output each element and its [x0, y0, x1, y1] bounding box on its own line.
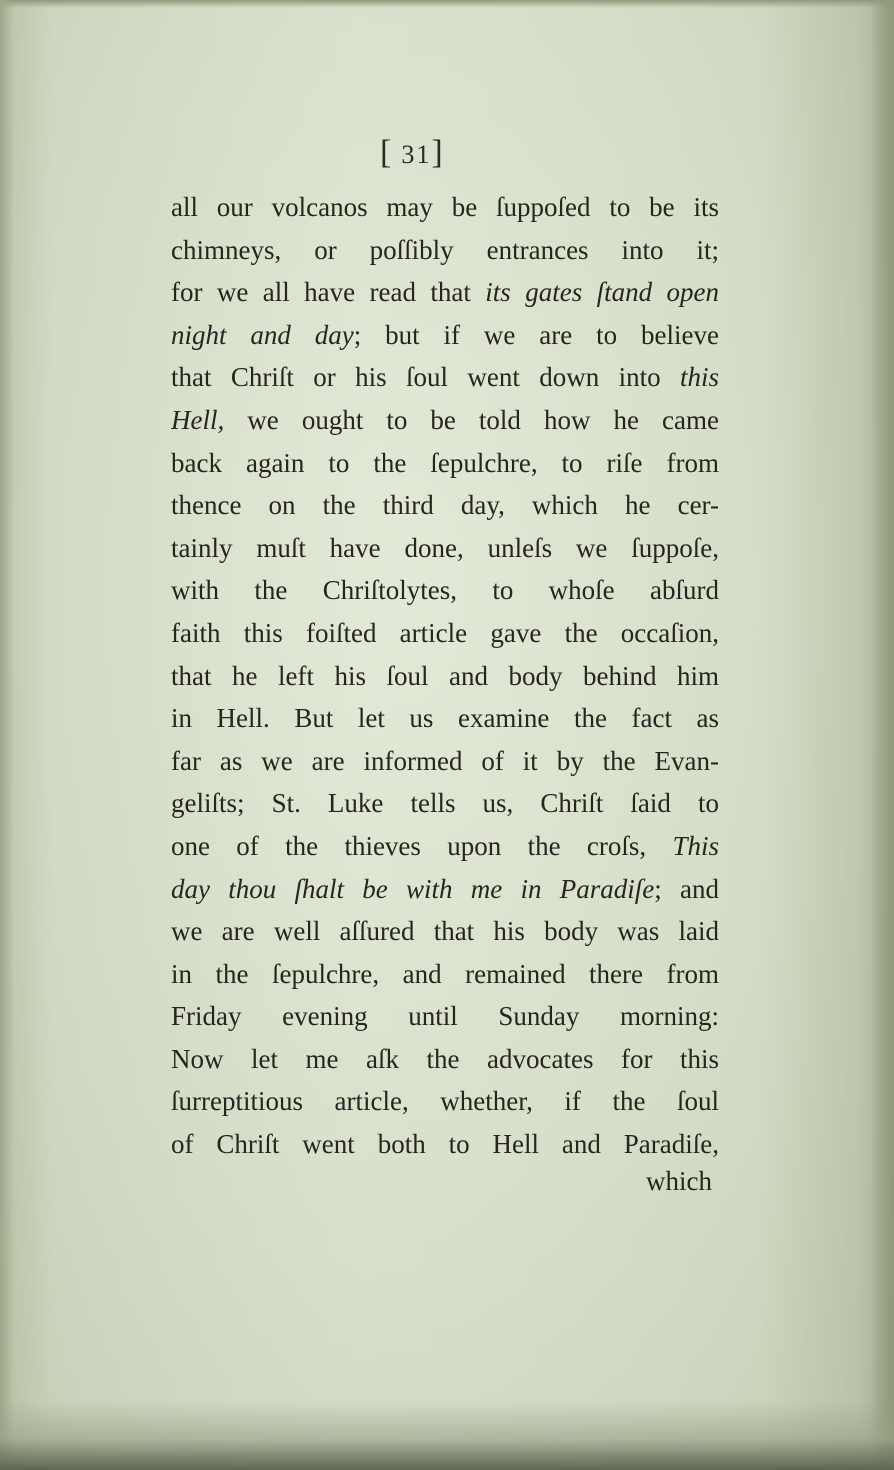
text-line: in the ſepulchre, and remained there from	[171, 958, 719, 989]
text-line: tainly muſt have done, unleſs we ſuppoſe,	[171, 532, 719, 563]
page-number	[380, 134, 520, 172]
text-line: Now let me aſk the advocates for this	[171, 1043, 719, 1074]
page-edge-top	[0, 0, 894, 8]
text-line: thence on the third day, which he cer-	[171, 490, 719, 521]
text-line: in Hell. But let us examine the fact as	[171, 703, 719, 734]
text-line: all our volcanos may be ſuppoſed to be its	[171, 192, 719, 222]
body-text	[171, 186, 719, 1166]
text-line: with the Chriſtolytes, to whoſe abſurd	[171, 575, 719, 606]
folio-right-bracket: ]	[431, 134, 453, 171]
text-line: of Chriſt went both to Hell and Paradiſe,	[171, 1129, 719, 1160]
text-line: night and day; but if we are to believe	[171, 319, 719, 350]
page-edge-left	[0, 0, 14, 1470]
text-line: Hell, we ought to be told how he came	[171, 404, 719, 435]
text-line: far as we are informed of it by the Evan-	[171, 745, 719, 776]
folio-number: 31	[401, 140, 432, 169]
text-line: ſurreptitious article, whether, if the ſoul	[171, 1086, 719, 1117]
text-line: for we all have read that its gates ſtand open	[171, 277, 719, 308]
text-line: Friday evening until Sunday morning:	[171, 1001, 719, 1032]
folio-left-bracket: [	[380, 134, 402, 171]
text-line: day thou ſhalt be with me in Paradiſe; and	[171, 873, 719, 904]
text-line: faith this foiſted article gave the occaſion,	[171, 617, 719, 648]
page-edge-bottom	[0, 1400, 894, 1470]
text-line: chimneys, or poſſibly entrances into it;	[171, 234, 719, 265]
text-line: one of the thieves upon the croſs, This	[171, 830, 719, 861]
text-line: that Chriſt or his ſoul went down into this	[171, 362, 719, 393]
text-line: we are well aſſured that his body was laid	[171, 916, 719, 947]
page-edge-right	[870, 0, 894, 1470]
text-line: back again to the ſepulchre, to riſe from	[171, 447, 719, 478]
text-line: that he left his ſoul and body behind him	[171, 660, 719, 691]
catchword: which	[646, 1166, 712, 1196]
text-line: geliſts; St. Luke tells us, Chriſt ſaid to	[171, 788, 719, 819]
